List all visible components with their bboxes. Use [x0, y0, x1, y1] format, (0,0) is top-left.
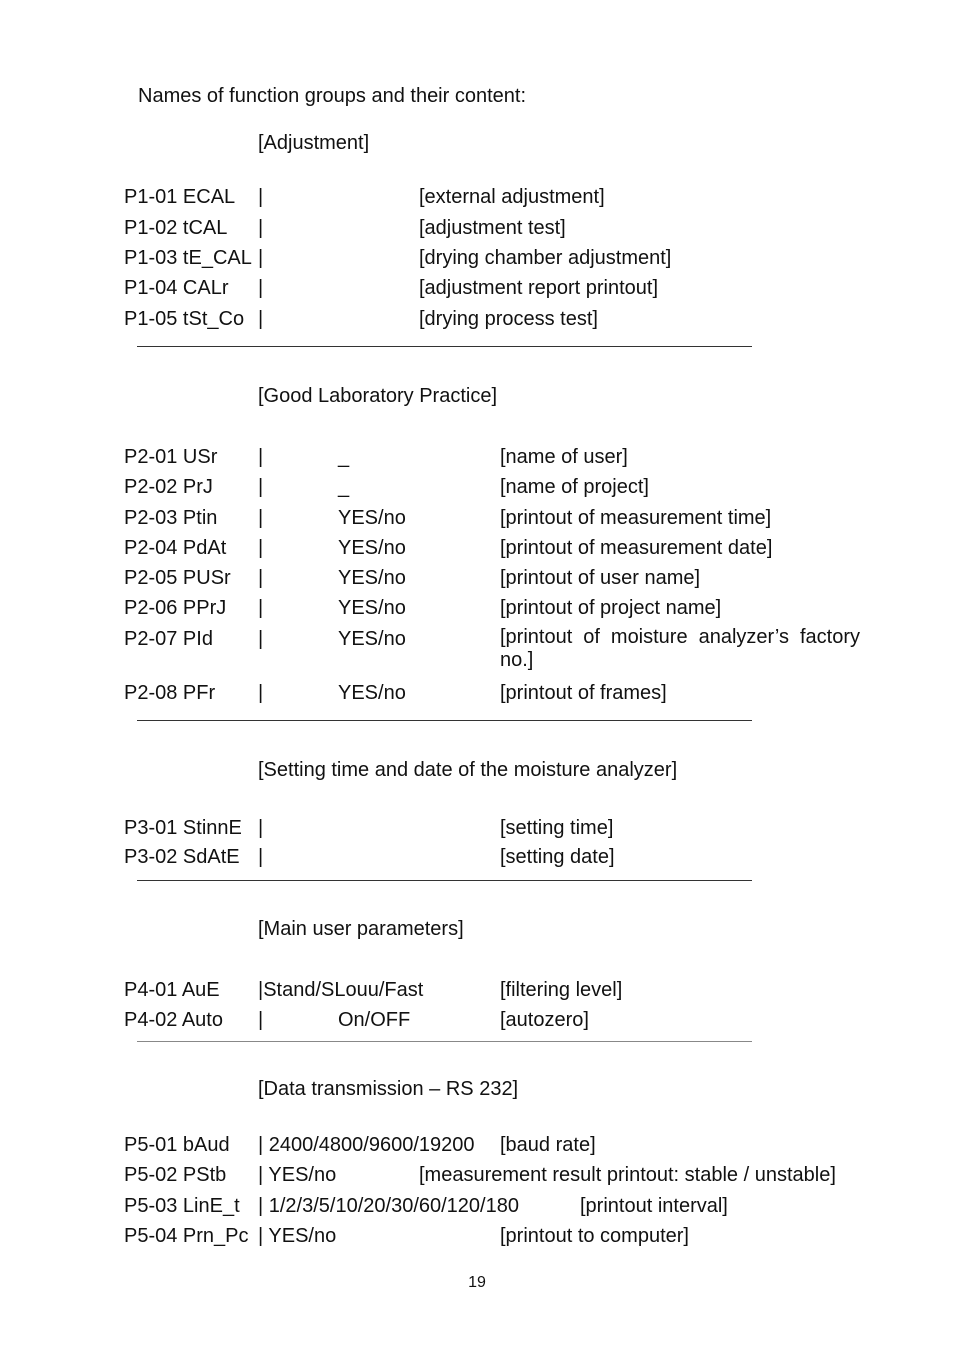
row-description: [printout to computer]: [500, 1225, 689, 1247]
intro-text: Names of function groups and their content:: [138, 85, 527, 107]
row-description: [adjustment test]: [419, 217, 566, 239]
row-description: [setting time]: [500, 817, 614, 839]
row-value: On/OFF: [338, 1009, 411, 1031]
row-code: P5-01 bAud: [124, 1134, 230, 1156]
row-code: P2-07 PId: [124, 628, 213, 650]
row-separator: |: [258, 817, 264, 839]
row-separator: |Stand/SLouu/Fast: [258, 979, 424, 1001]
row-code: P2-03 Ptin: [124, 507, 218, 529]
row-value: YES/no: [338, 507, 406, 529]
row-value: _: [338, 476, 350, 498]
row-description: [printout of user name]: [500, 567, 701, 589]
group-title-adjustment: [Adjustment]: [258, 132, 370, 154]
row-code: P2-06 PPrJ: [124, 597, 227, 619]
row-separator: |: [258, 846, 264, 868]
page-number: 19: [468, 1274, 486, 1291]
row-code: P2-08 PFr: [124, 682, 216, 704]
row-code: P4-02 Auto: [124, 1009, 223, 1031]
row-description: [drying chamber adjustment]: [419, 247, 672, 269]
row-separator: |: [258, 308, 264, 330]
group-title-data-transmission: [Data transmission – RS 232]: [258, 1078, 519, 1100]
row-separator: |: [258, 597, 264, 619]
row-code: P2-05 PUSr: [124, 567, 231, 589]
row-description: [name of user]: [500, 446, 628, 468]
row-separator: |: [258, 1009, 264, 1031]
row-separator: |: [258, 186, 264, 208]
row-code: P3-01 StinnE: [124, 817, 242, 839]
row-description: [setting date]: [500, 846, 615, 868]
row-description: [printout of measurement time]: [500, 507, 772, 529]
row-separator: |: [258, 277, 264, 299]
row-description: [printout of project name]: [500, 597, 722, 619]
row-code: P4-01 AuE: [124, 979, 220, 1001]
row-separator: |: [258, 446, 264, 468]
row-code: P2-02 PrJ: [124, 476, 213, 498]
section-divider: [137, 880, 752, 881]
row-code: P1-04 CALr: [124, 277, 229, 299]
row-value: YES/no: [338, 628, 406, 650]
row-description: [name of project]: [500, 476, 649, 498]
row-separator: |: [258, 567, 264, 589]
section-divider: [137, 1041, 752, 1042]
row-code: P2-01 USr: [124, 446, 218, 468]
row-description: [printout interval]: [580, 1195, 728, 1217]
row-code: P3-02 SdAtE: [124, 846, 240, 868]
row-description: [printout of moisture analyzer’s factory no.]: [500, 626, 860, 671]
row-description: [adjustment report printout]: [419, 277, 659, 299]
row-code: P5-04 Prn_Pc: [124, 1225, 249, 1247]
row-separator: | YES/no: [258, 1225, 337, 1247]
row-description: [baud rate]: [500, 1134, 596, 1156]
row-separator: |: [258, 247, 264, 269]
row-code: P1-02 tCAL: [124, 217, 228, 239]
row-description: [printout of frames]: [500, 682, 667, 704]
row-description: [printout of measurement date]: [500, 537, 773, 559]
row-separator: |: [258, 628, 264, 650]
row-separator: |: [258, 507, 264, 529]
row-separator: | 2400/4800/9600/19200: [258, 1134, 475, 1156]
row-value: YES/no: [338, 537, 406, 559]
row-separator: |: [258, 476, 264, 498]
group-title-glp: [Good Laboratory Practice]: [258, 385, 498, 407]
row-description: [drying process test]: [419, 308, 598, 330]
row-separator: |: [258, 537, 264, 559]
row-code: P5-02 PStb: [124, 1164, 227, 1186]
group-title-main-parameters: [Main user parameters]: [258, 918, 464, 940]
row-value: YES/no: [338, 597, 406, 619]
row-code: P2-04 PdAt: [124, 537, 227, 559]
row-value: _: [338, 446, 350, 468]
row-code: P1-01 ECAL: [124, 186, 236, 208]
row-code: P1-05 tSt_Co: [124, 308, 245, 330]
section-divider: [137, 720, 752, 721]
row-separator: |: [258, 682, 264, 704]
row-description: [external adjustment]: [419, 186, 605, 208]
row-description: [autozero]: [500, 1009, 589, 1031]
group-title-time-date: [Setting time and date of the moisture analyzer]: [258, 759, 678, 781]
row-separator: | YES/no: [258, 1164, 337, 1186]
row-code: P1-03 tE_CAL: [124, 247, 252, 269]
row-description: [measurement result printout: stable / unstable]: [419, 1164, 836, 1186]
row-separator: | 1/2/3/5/10/20/30/60/120/180: [258, 1195, 519, 1217]
section-divider: [137, 346, 752, 347]
row-value: YES/no: [338, 567, 406, 589]
row-value: YES/no: [338, 682, 406, 704]
row-description: [filtering level]: [500, 979, 623, 1001]
row-code: P5-03 LinE_t: [124, 1195, 240, 1217]
row-separator: |: [258, 217, 264, 239]
